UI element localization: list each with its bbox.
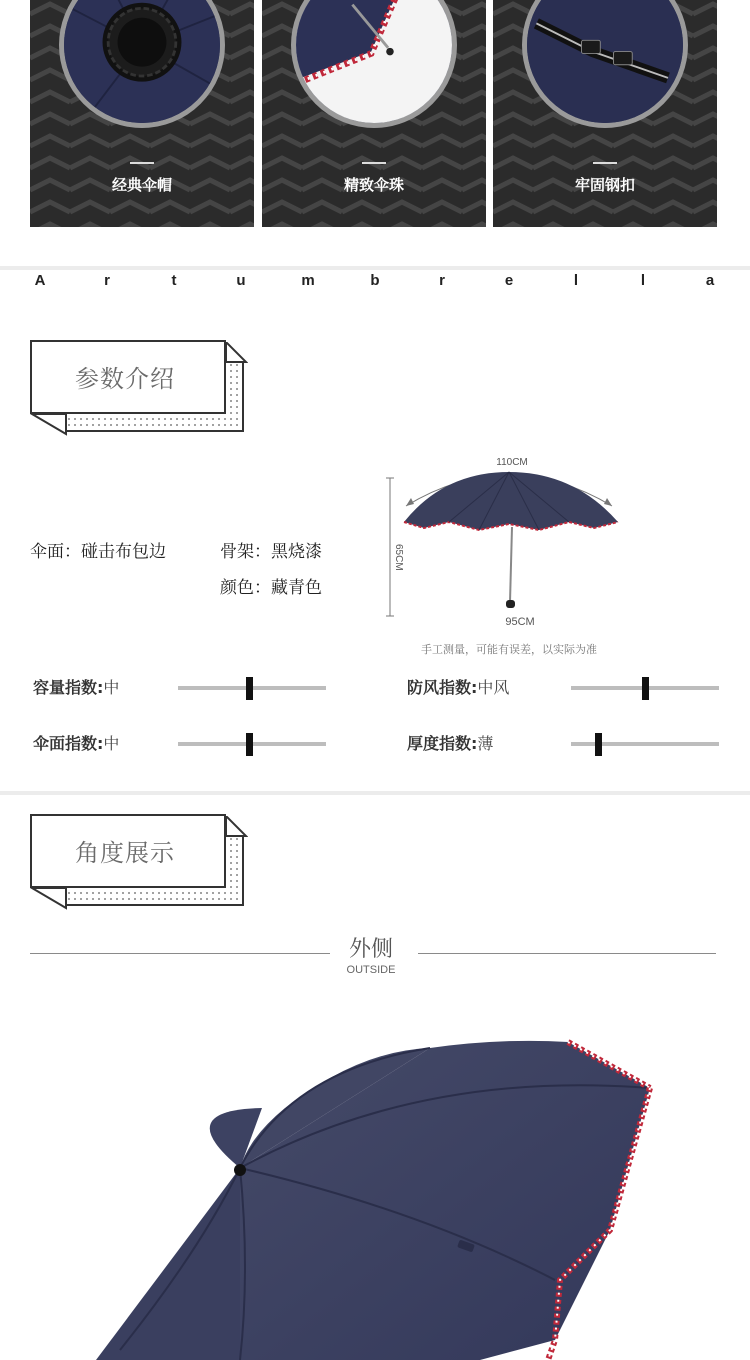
feature-tile-cap	[30, 0, 254, 227]
index-value: 中	[103, 678, 120, 697]
index-knob	[246, 677, 253, 700]
feature-tile-buckle	[493, 0, 717, 227]
spec-surface: 伞面：碰击布包边	[30, 542, 166, 562]
section-divider	[0, 791, 750, 795]
index-value: 中风	[477, 678, 510, 697]
brand-letters	[33, 272, 717, 292]
outside-rule-left	[30, 953, 330, 954]
brand-letter: l	[573, 272, 579, 289]
angles-heading-box	[30, 814, 246, 908]
outside-title: 外侧	[348, 937, 393, 962]
index-name: 容量指数:	[33, 678, 104, 697]
heading-front	[30, 814, 226, 888]
angles-heading: 角度展示	[75, 839, 175, 867]
umbrella-bead-image	[291, 0, 457, 128]
spec-color: 颜色：藏青色	[220, 578, 322, 598]
feature-caption: 精致伞珠	[343, 176, 404, 194]
brand-letter: e	[504, 272, 514, 289]
index-thickness	[407, 731, 719, 755]
index-value: 薄	[477, 734, 494, 753]
brand-letter: m	[301, 272, 315, 289]
tile-dash	[362, 162, 386, 164]
fold-corner	[30, 888, 70, 910]
fold-corner	[226, 816, 248, 838]
index-wind	[407, 675, 719, 699]
index-name: 伞面指数:	[33, 734, 104, 753]
brand-letter: u	[236, 272, 246, 289]
feature-tile-bead	[262, 0, 486, 227]
size-diagram	[384, 452, 634, 617]
brand-letter: l	[640, 272, 646, 289]
index-track	[571, 742, 719, 746]
brand-letter: r	[104, 272, 110, 289]
umbrella-outside-photo	[0, 990, 750, 1360]
arc-label: 110CM	[496, 457, 528, 468]
index-name: 厚度指数:	[407, 734, 478, 753]
steel-buckle-image	[522, 0, 688, 128]
fold-corner	[30, 414, 70, 436]
feature-caption: 经典伞帽	[111, 176, 172, 194]
params-heading-box	[30, 340, 246, 434]
fold-corner	[226, 342, 248, 364]
brand-letter: t	[171, 272, 177, 289]
height-label: 65CM	[393, 544, 404, 571]
measure-note: 手工测量，可能有误差，以实际为准	[421, 643, 597, 656]
section-divider	[0, 266, 750, 270]
brand-letter: a	[705, 272, 715, 289]
index-knob	[642, 677, 649, 700]
umbrella-cap-image	[59, 0, 225, 128]
heading-front	[30, 340, 226, 414]
index-value: 中	[103, 734, 120, 753]
brand-letter: r	[439, 272, 445, 289]
index-surface	[33, 731, 328, 755]
tile-dash	[130, 162, 154, 164]
params-heading: 参数介绍	[75, 365, 175, 393]
tile-dash	[593, 162, 617, 164]
feature-caption: 牢固钢扣	[574, 176, 635, 194]
outside-rule-right	[418, 953, 716, 954]
width-label: 95CM	[500, 616, 540, 628]
brand-letter: A	[34, 272, 46, 289]
index-name: 防风指数:	[407, 678, 478, 697]
index-knob	[595, 733, 602, 756]
index-knob	[246, 733, 253, 756]
spec-frame: 骨架：黑烧漆	[220, 542, 322, 562]
outside-subtitle: OUTSIDE	[346, 964, 396, 976]
brand-letter: b	[370, 272, 380, 289]
index-capacity	[33, 675, 328, 699]
